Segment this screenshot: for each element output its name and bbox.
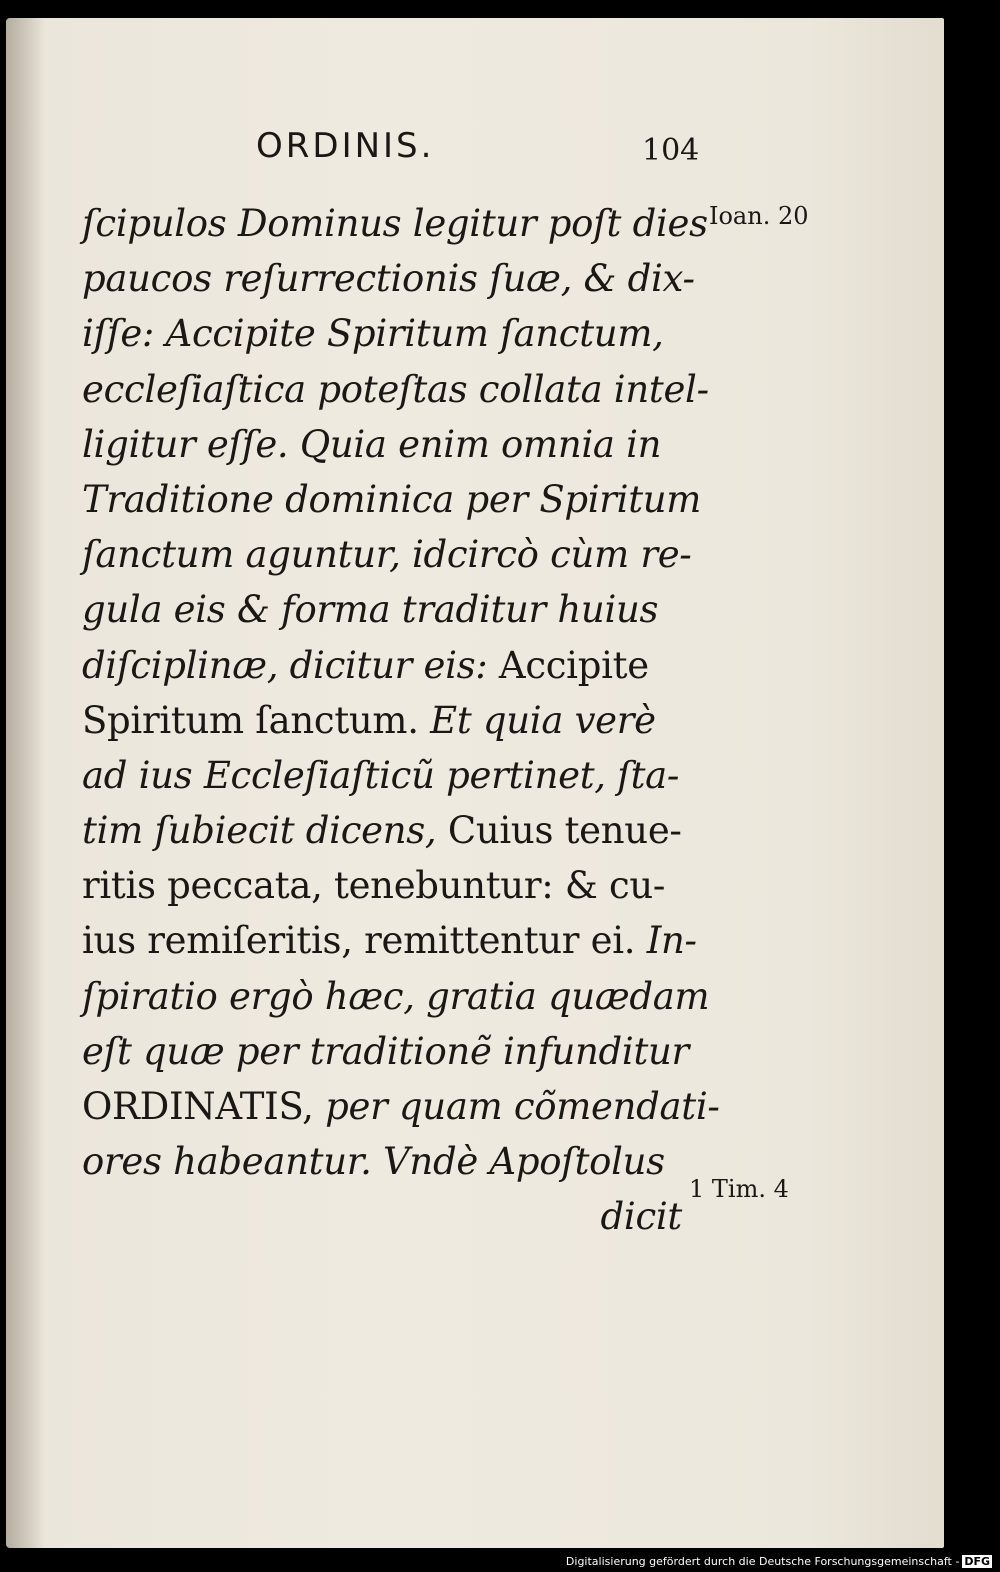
- text-segment: ores habeantur. Vndè Apoſtolus: [82, 1140, 665, 1184]
- text-segment: In-: [646, 919, 697, 963]
- text-line: [82, 1024, 712, 1079]
- text-segment: ius remiſeritis, remittentur ei.: [82, 919, 647, 963]
- text-line: [82, 362, 712, 417]
- text-segment: Cuius tenue-: [447, 809, 682, 853]
- text-segment: Et quia verè: [430, 698, 656, 742]
- book-page: [6, 18, 944, 1548]
- text-segment: diſciplinæ, dicitur eis:: [82, 643, 499, 687]
- text-segment: ſanctum aguntur, idcircò cùm re-: [82, 533, 692, 577]
- text-segment: Traditione dominica per Spiritum: [82, 477, 702, 521]
- credit-text: Digitalisierung gefördert durch die Deutsche Forschungsgemeinschaft -: [565, 1555, 960, 1568]
- text-line: [82, 417, 712, 472]
- text-line: [82, 969, 712, 1024]
- text-line: [82, 196, 712, 251]
- body-text: [82, 196, 720, 1245]
- page-number: 104: [642, 133, 700, 168]
- catchword: dicit: [600, 1195, 682, 1239]
- margin-note-tim: 1 Tim. 4: [689, 1175, 789, 1203]
- text-line: [82, 913, 712, 968]
- text-segment: paucos reſurrectionis ſuæ, & dix-: [82, 257, 695, 301]
- text-segment: Accipite: [498, 643, 649, 687]
- text-segment: Spiritum ſanctum.: [82, 698, 431, 742]
- text-segment: eccleſiaſtica poteſtas collata intel-: [82, 367, 709, 411]
- margin-note-ioan: Ioan. 20: [709, 202, 809, 230]
- text-segment: ORDINATIS,: [82, 1085, 326, 1128]
- text-segment: iſſe: Accipite Spiritum ſanctum,: [82, 312, 664, 356]
- text-segment: ſpiratio ergò hæc, gratia quædam: [82, 974, 710, 1018]
- text-line: [82, 251, 712, 306]
- text-segment: gula eis & forma traditur huius: [82, 588, 659, 632]
- text-segment: ritis peccata, tenebuntur: & cu-: [82, 864, 666, 908]
- text-line: [82, 748, 712, 803]
- text-segment: ad ius Eccleſiaſticũ pertinet, ſta-: [82, 753, 680, 797]
- page-edge-shadow: [6, 18, 46, 1548]
- text-line: [82, 527, 712, 582]
- text-segment: tim ſubiecit dicens,: [82, 809, 448, 853]
- text-line: [82, 638, 712, 693]
- text-segment: eſt quæ per traditionẽ infunditur: [82, 1029, 689, 1073]
- text-line: [82, 582, 712, 637]
- running-header: ORDINIS.: [256, 126, 435, 166]
- text-line: [82, 803, 712, 858]
- text-segment: ſcipulos Dominus legitur poſt dies: [82, 202, 708, 245]
- digitization-credit: [566, 1555, 992, 1568]
- text-line: [82, 1079, 720, 1134]
- text-line: [82, 693, 712, 748]
- text-line: [82, 472, 712, 527]
- text-line: [82, 1134, 712, 1189]
- text-line: [82, 306, 712, 361]
- dfg-logo: DFG: [964, 1555, 990, 1568]
- text-line: [82, 858, 712, 913]
- text-segment: per quam cõmendati-: [325, 1085, 720, 1128]
- text-segment: ligitur eſſe. Quia enim omnia in: [82, 422, 662, 466]
